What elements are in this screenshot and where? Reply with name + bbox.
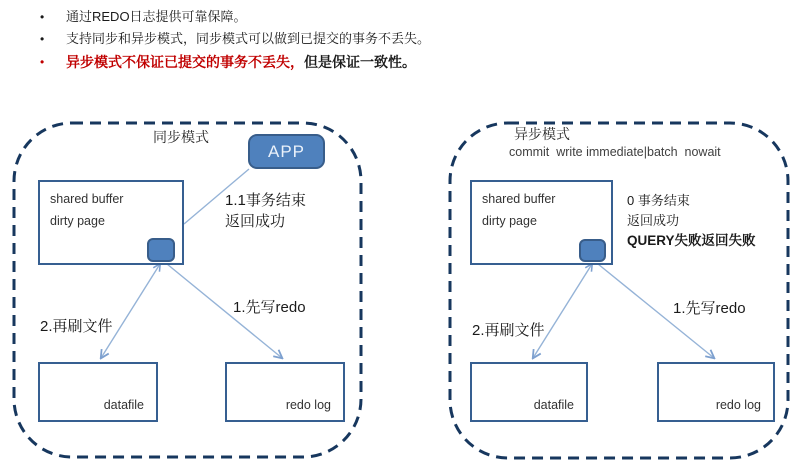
sync-buffer-line1: shared buffer [50,192,124,206]
sync-connector-flush-to-datafile [101,264,160,358]
sync-txn-label-line1: 1.1事务结束 [225,192,306,209]
bullet-text-3-red: 异步模式不保证已提交的事务不丢失， [66,54,304,70]
sync-flush-label: 2.再刷文件 [40,318,113,335]
async-datafile-box [470,362,588,422]
sync-panel-title: 同步模式 [153,129,209,145]
sync-write-redo-label: 1.先写redo [233,299,306,316]
async-txn-note-line2: 返回成功 [627,213,680,229]
sync-txn-label [225,190,306,232]
async-connector-flush-to-datafile [533,264,592,358]
async-datafile-label: datafile [533,398,574,412]
sync-datafile-box [38,362,158,422]
async-redolog-label: redo log [715,398,761,412]
bullet-text-3-black: 但是保证一致性。 [304,54,416,70]
async-buffer-line2: dirty page [482,213,537,228]
app-node-label: APP [267,141,306,161]
sync-redolog-label: redo log [285,398,331,412]
async-redolog-box [657,362,775,422]
bullet-icon: • [40,55,45,69]
async-txn-note-line3: QUERY失败返回失败 [627,233,756,249]
async-flush-label: 2.再刷文件 [472,322,545,339]
async-txn-note [627,191,756,252]
async-panel-subtitle: commit write immediate|batch nowait [509,145,721,159]
bullet-icon: • [40,32,45,46]
app-node [248,134,325,169]
async-dirty-page-chip [579,239,606,262]
async-write-redo-label: 1.先写redo [673,300,746,317]
bullet-text-2: 支持同步和异步模式，同步模式可以做到已提交的事务不丢失。 [66,31,431,46]
sync-dirty-page-chip [147,238,175,262]
async-txn-note-line1: 0 事务结束 [627,193,690,208]
bullet-icon: • [40,10,45,24]
sync-datafile-label: datafile [103,398,144,412]
sync-redolog-box [225,362,345,422]
bullet-text-1: 通过REDO日志提供可靠保障。 [66,9,247,24]
async-panel-title: 异步模式 [514,126,570,142]
async-buffer-line1: shared buffer [482,192,556,206]
sync-txn-label-line2: 返回成功 [225,213,286,230]
sync-buffer-line2: dirty page [50,213,105,228]
